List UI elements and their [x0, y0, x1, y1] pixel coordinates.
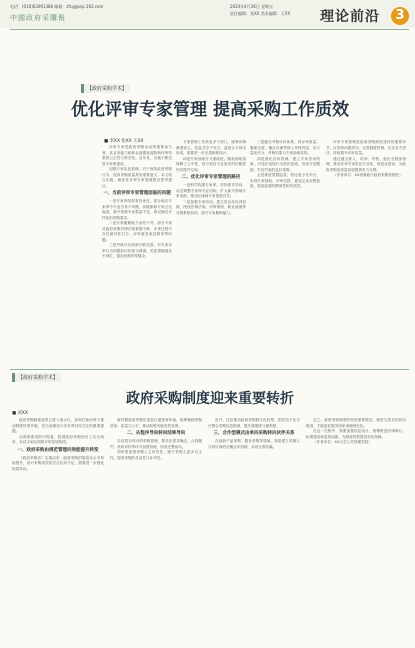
- article2-column-1: [12, 418, 104, 640]
- paragraph: 一是科学构建专家库。坚持需求导向，动态调整专家库专业结构，扩大新兴领域专家来源，推动区域间专家资源共享。: [176, 183, 246, 198]
- article1-column-3: [250, 140, 320, 360]
- header-divider: [10, 29, 409, 30]
- article1-column-1: [102, 145, 172, 360]
- paragraph: 此外，还应推动政府采购数字化转型，依托电子化平台整合采购信息资源，提升透明度与便利度。: [208, 418, 300, 428]
- paragraph: 在创新产品采购、服务采购等领域，探索建立采购人与供应商的长期合作机制，实现互利共赢。: [208, 439, 300, 449]
- contact-line: 电话：(010)63691380 邮箱：zfcg@vip.163.com: [10, 4, 104, 9]
- article1-headline: 优化评审专家管理 提高采购工作质效: [71, 100, 349, 120]
- article1-subhead-2: 二、优化评审专家管理的路径: [181, 175, 241, 180]
- paragraph: 四是强化信用管理。建立专家信用档案，对违法违规行为依法惩戒，形成守信激励、失信约束的良好氛围。: [250, 156, 320, 172]
- paragraph: 评审专家是政府采购活动的重要参与者，其业务能力和职业道德直接影响评审结果的公正性与科学性。近年来，各地不断完善专家库建设。: [102, 145, 172, 166]
- paragraph: 新时期政府采购应更加注重物有所值，统筹兼顾采购效率、质量与公平，推动政策功能有效发挥。: [110, 418, 202, 428]
- article2-subhead-3: 三、合作型模式由单向采购转向伙伴关系: [213, 431, 295, 436]
- article2-subhead-1: 一、政府采购由规范管理向效能提升转变: [17, 447, 99, 453]
- paragraph: 政府采购制度改革已进入深水区，如何在新形势下推动制度转型升级，是当前理论与实务界共同关注的重要课题。: [12, 418, 104, 433]
- paragraph: 专家管理工作涉及多个部门，统筹协调难度较大，信息共享不充分，监管合力尚未形成，需要进一步完善制度设计。: [176, 140, 246, 155]
- article1-byline: ■ 李XX 张XX 王XX: [104, 139, 144, 144]
- paragraph: 在这一过程中，需要加强顶层设计，统筹推进法律修订、标准建设和监管创新，为制度转型提供坚实保障。: [306, 429, 406, 439]
- paragraph: 五是推进智慧监管。依托电子化平台，实现专家抽取、评审过程、意见记录全程留痕，提高监管的精准性和有效性。: [250, 173, 320, 188]
- article2-byline: ■ 刘XX: [12, 411, 28, 416]
- paragraph: 加强专家队伍管理，对于规范政府采购行为、提高采购质量具有重要意义。本文结合实践，就优化评审专家管理提出思考建议。: [102, 167, 172, 188]
- paragraph: 评审专家管理是政府采购制度建设的重要环节。应坚持问题导向，完善制度机制，压实各方责任，持续提升评审质量。: [326, 140, 406, 155]
- paragraph: 从制度建设的历程看，我国政府采购经历了从无到有、从试点到全面推开的发展阶段。: [12, 434, 104, 444]
- paragraph: （作者单位：XX大学公共管理学院）: [313, 440, 372, 444]
- article2-column-3: [208, 418, 300, 640]
- paragraph: 以结果为导向的采购管理，要求在需求确定、合同履约、验收评价等环节加强管理，形成完整闭环。: [110, 439, 202, 449]
- paragraph: （作者单位：XX省财政厅政府采购管理处）: [333, 173, 403, 177]
- article2-kicker: 【政府采购学术】: [12, 373, 61, 382]
- paragraph: 三是考核评价机制不够完善。对专家评审行为的跟踪评价较为薄弱，奖惩措施落实不到位，退出机制有待健全。: [102, 243, 172, 258]
- article1-subhead-1: 一、当前评审专家管理面临的问题: [103, 191, 171, 196]
- article2-subhead-2: 二、从程序导向转向结果导向: [126, 431, 186, 436]
- article2-column-2: [110, 418, 202, 640]
- paragraph: 《政府采购法》实施以来，政府采购的规范化水平持续提升，但对采购绩效的关注仍有不足，需要进一步强化结果导向。: [12, 455, 104, 471]
- article-divider: [10, 369, 409, 370]
- article1-column-4: [326, 140, 406, 360]
- page-number-badge: 3: [391, 7, 409, 25]
- article2-headline: 政府采购制度迎来重要转折: [126, 391, 294, 407]
- paragraph: 二是加强专家培训。建立常态化培训机制，围绕法律法规、评审规则、职业道德等开展系统培训，提升专家履职能力。: [176, 199, 246, 215]
- paragraph: 一是专家库结构有待优化。部分地区专家库中专业分布不均衡，高级职称专家占比偏高，新兴领域专家数量不足，难以满足多样化的采购需求。: [102, 199, 172, 220]
- date-line: 2024年4月26日 星期五: [230, 4, 274, 9]
- editor-line: 责任编辑：张XX 美术编辑：王XX: [230, 11, 291, 16]
- newspaper-brand: 中國政府采購報: [10, 14, 66, 22]
- article1-kicker: 【政府采购学术】: [81, 84, 130, 93]
- paragraph: 三是健全考核评价体系。将评审质量、履职态度、廉洁自律等纳入考核内容，实行量化评分，考核结果与专家抽取挂钩。: [250, 140, 320, 155]
- section-title: 理论前沿: [320, 9, 380, 25]
- article1-column-2: [176, 140, 246, 360]
- paragraph: 二是专家履职能力参差不齐。部分专家对政府采购法律法规掌握不够，评审过程中存在倾向性打分、评审意见表述简单等问题。: [102, 221, 172, 242]
- paragraph: 四是专家抽取方式需改进。随机抽取虽保障了公平性，但与项目专业需求的匹配度仍有提升空间。: [176, 156, 246, 172]
- article2-column-4: [306, 418, 406, 640]
- paragraph: 同时要加强采购人主体责任，赋予采购人更多自主权，提高采购的灵活性与针对性。: [110, 450, 202, 460]
- paragraph: 通过健全准入、培训、考核、退出全链条管理，推动评审专家队伍专业化、规范化建设，为政府采购高质量发展提供有力支撑。: [326, 156, 406, 172]
- paragraph: 总之，政府采购制度的转型需要理念、制度与技术的协同推进，才能更好服务国家治理现代化。: [306, 418, 406, 428]
